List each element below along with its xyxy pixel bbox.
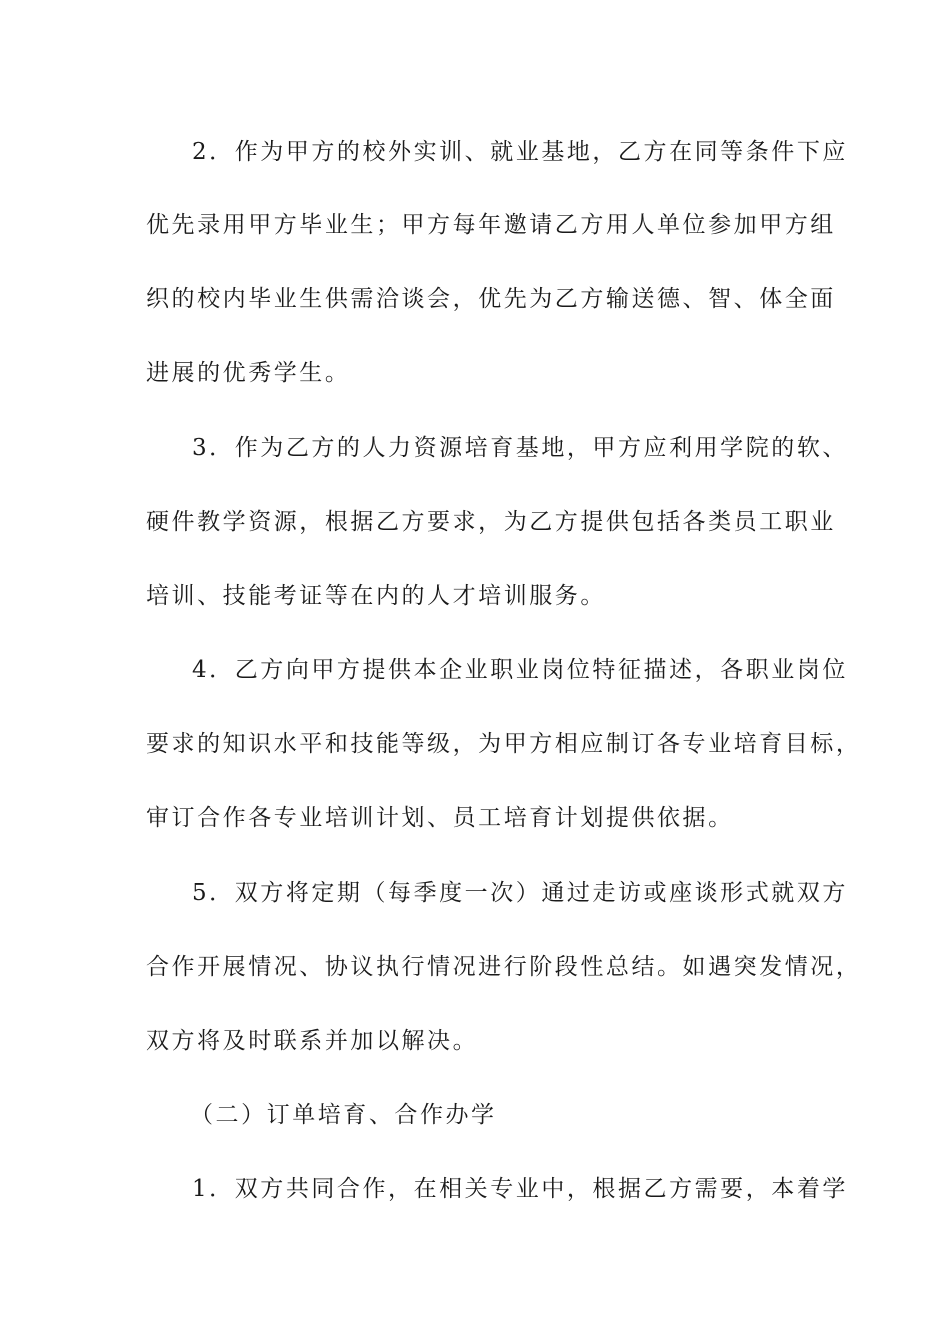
paragraph-2-line-4: 进展的优秀学生。 bbox=[146, 360, 351, 386]
paragraph-5-line-2: 合作开展情况、协议执行情况进行阶段性总结。如遇突发情况， bbox=[146, 954, 862, 980]
paragraph-4-line-3: 审订合作各专业培训计划、员工培育计划提供依据。 bbox=[146, 805, 734, 831]
paragraph-5-line-1: 5．双方将定期（每季度一次）通过走访或座谈形式就双方 bbox=[192, 880, 848, 906]
paragraph-4-line-2: 要求的知识水平和技能等级，为甲方相应制订各专业培育目标， bbox=[146, 731, 862, 757]
paragraph-4-line-1: 4．乙方向甲方提供本企业职业岗位特征描述，各职业岗位 bbox=[192, 657, 848, 683]
paragraph-3-line-2: 硬件教学资源，根据乙方要求，为乙方提供包括各类员工职业 bbox=[146, 509, 836, 535]
paragraph-3-line-1: 3．作为乙方的人力资源培育基地，甲方应利用学院的软、 bbox=[192, 435, 848, 461]
paragraph-1-line-1: 1．双方共同合作，在相关专业中，根据乙方需要，本着学 bbox=[192, 1176, 848, 1202]
paragraph-3-line-3: 培训、技能考证等在内的人才培训服务。 bbox=[146, 583, 606, 609]
paragraph-2-line-2: 优先录用甲方毕业生；甲方每年邀请乙方用人单位参加甲方组 bbox=[146, 212, 836, 238]
paragraph-2-line-3: 织的校内毕业生供需洽谈会，优先为乙方输送德、智、体全面 bbox=[146, 286, 836, 312]
paragraph-2-line-1: 2．作为甲方的校外实训、就业基地，乙方在同等条件下应 bbox=[192, 139, 848, 165]
paragraph-5-line-3: 双方将及时联系并加以解决。 bbox=[146, 1028, 479, 1054]
section-heading: （二）订单培育、合作办学 bbox=[190, 1102, 497, 1128]
